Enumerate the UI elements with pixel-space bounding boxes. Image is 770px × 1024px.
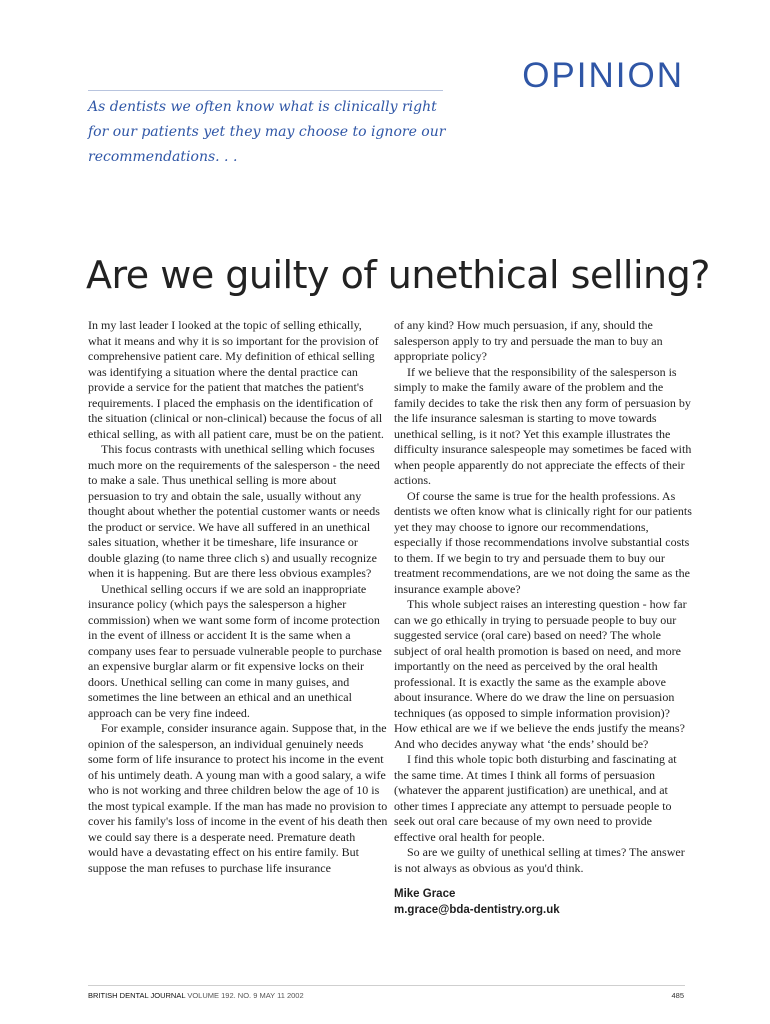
paragraph: If we believe that the responsibility of the salesperson is simply to make the family aware of the problem and the family decides to take the risk then any form of persuasion by the life insurance salesman is starting to move towards unethical selling, is it not? Yet this example illustrates the difficulty insurance salespeople may sometimes be faced with when people apparently do not appreciate the effects of their actions.	[394, 364, 692, 487]
paragraph: I find this whole topic both disturbing and fascinating at the same time. At times I think all forms of persuasion (whatever the apparent justification) are unethical, and at other times I appreciate any attempt to persuade people to seek out oral care because of my own need to provide effective oral health for people.	[394, 752, 677, 844]
paragraph: This focus contrasts with unethical selling which focuses much more on the requirements of the salesperson - the need to make a sale. Thus unethical selling is more about persuasion to try and obtain the sale, usually without any thought about whether the potential customer wants or needs the product or service. We have all suffered in an unethical sales situation, whether it be timeshare, life insurance or double glazing (to name three clich s) and usually recognize when it is happening. But are there less obvious examples?	[88, 442, 380, 580]
issue-info: VOLUME 192. NO. 9 MAY 11 2002	[187, 991, 304, 1000]
paragraph: In my last leader I looked at the topic of selling ethically, what it means and why it is so important for the provision of comprehensive patient care. My definition of ethical selling was identifying a situation where the dental practice can provide a service for the patient that matches the patient's requirements. I placed the emphasis on the identification of the situation (clinical or non-clinical) because the focus of all ethical selling, as with all patient care, must be on the patient.	[88, 318, 384, 441]
paragraph: For example, consider insurance again. Suppose that, in the opinion of the salesperson, an individual genuinely needs some form of life insurance to protect his income in the event of his untimely death. A young man with a good salary, a wife who is not working and three children below the age of 10 is the most typical example. If the man has made no provision to cover his family's loss of income in the event of his death then we could say there is a desperate need. Premature death would have a devastating effect on his entire family. But suppose the man refuses to purchase life insurance	[88, 721, 388, 875]
paragraph: Unethical selling occurs if we are sold an inappropriate insurance policy (which pays the salesperson a higher commission) when we want some form of income protection in the event of illness or accident It is the same when a company uses fear to persuade vulnerable people to purchase an expensive burglar alarm or fit expensive locks on their doors. Unethical selling can come in many guises, and sometimes the line between an ethical and an unethical approach can be very fine indeed.	[88, 581, 382, 720]
pull-quote-rule	[88, 90, 443, 91]
article-headline: Are we guilty of unethical selling?	[86, 253, 710, 297]
footer-citation	[88, 991, 304, 1000]
author-byline	[394, 886, 694, 918]
paragraph: This whole subject raises an interesting question - how far can we go ethically in trying to persuade people to buy our suggested service (oral care) based on need? The whole subject of oral health promotion is based on need, and more importantly on the need as perceived by the oral health professional. It is exactly the same as the example above about insurance. Where do we draw the line on persuasion techniques (as opposed to simple information provision)? How ethical are we if we believe the ends justify the means? And who decides anyway what ‘the ends’ should be?	[394, 597, 687, 751]
page-number: 485	[671, 991, 684, 1000]
footer-rule	[88, 985, 685, 986]
section-label: OPINION	[522, 56, 684, 95]
left-column	[88, 318, 388, 876]
paragraph: So are we guilty of unethical selling at times? The answer is not always as obvious as you'd think.	[394, 845, 685, 875]
journal-name: BRITISH DENTAL JOURNAL	[88, 991, 186, 1000]
pull-quote: As dentists we often know what is clinically right for our patients yet they may choose to ignore our recommendations. . .	[88, 99, 446, 165]
author-name: Mike Grace	[394, 888, 456, 900]
paragraph: Of course the same is true for the health professions. As dentists we often know what is clinically right for our patients yet they may choose to ignore our recommendations, especially if those recommendations involve substantial costs to them. If we begin to try and persuade them to buy our treatment recommendations, are we not doing the same as the insurance example above?	[394, 488, 692, 596]
right-column	[394, 318, 694, 918]
author-email[interactable]: m.grace@bda-dentistry.org.uk	[394, 904, 560, 916]
paragraph: of any kind? How much persuasion, if any, should the salesperson apply to try and persuade the man to buy an appropriate policy?	[394, 318, 663, 363]
